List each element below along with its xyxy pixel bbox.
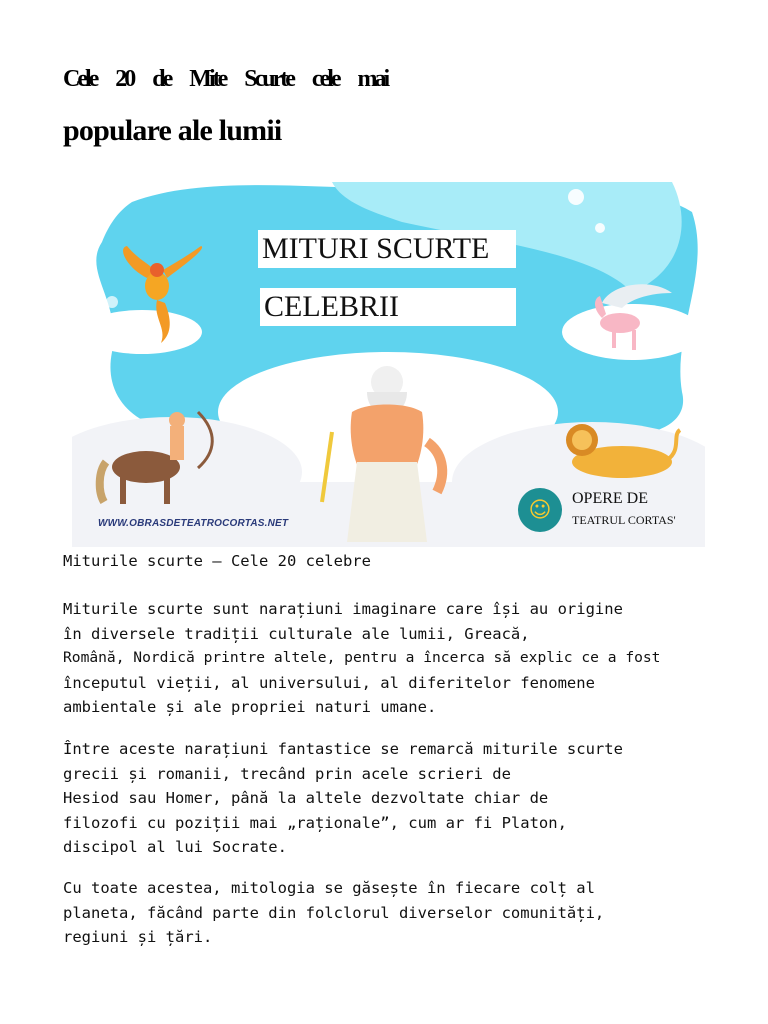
image-caption: Miturile scurte – Cele 20 celebre [63, 552, 371, 570]
paragraph-3 [63, 876, 604, 950]
paragraph-1 [63, 597, 660, 720]
paragraph-line: în diversele tradiții culturale ale lumii, Greacă, [63, 624, 530, 643]
paragraph-line: planeta, făcând parte din folclorul diverselor comunități, [63, 903, 605, 922]
paragraph-line: Între aceste narațiuni fantastice se remarcă miturile scurte [63, 740, 623, 758]
banner-title-line-1: MITURI SCURTE [258, 230, 516, 268]
paragraph-line: grecii și romanii, trecând prin acele scrieri de [63, 764, 511, 783]
paragraph-line: Hesiod sau Homer, până la altele dezvoltate chiar de [63, 789, 549, 808]
page-title-line-1: Cele 20 de Mite Scurte cele mai [63, 66, 388, 92]
paragraph-line: Cu toate acestea, mitologia se găsește în fiecare colț al [63, 879, 595, 897]
paragraph-line: regiuni și țări. [63, 928, 213, 947]
theater-masks-icon: ☺ [518, 488, 562, 532]
paragraph-line: începutul vieții, al universului, al diferitelor fenomene [63, 673, 595, 692]
theater-logo [518, 488, 698, 538]
page-title-line-2: populare ale lumii [63, 114, 282, 147]
banner-url: WWW.OBRASDETEATROCORTAS.NET [98, 518, 289, 529]
paragraph-line: filozofi cu poziții mai „raționale”, cum ar fi Platon, [63, 813, 567, 832]
banner-title-line-2: CELEBRII [260, 288, 516, 326]
paragraph-line: ambientale și ale propriei naturi umane. [63, 698, 437, 717]
banner-image [72, 182, 705, 547]
logo-text-line-2: TEATRUL CORTAS' [572, 513, 676, 527]
paragraph-line: Română, Nordică printre altele, pentru a încerca să explic ce a fost [63, 649, 661, 667]
paragraph-line: Miturile scurte sunt narațiuni imaginare care își au origine [63, 600, 623, 618]
paragraph-2 [63, 737, 623, 860]
logo-text-line-1: OPERE DE [572, 490, 648, 507]
paragraph-line: discipol al lui Socrate. [63, 838, 287, 857]
